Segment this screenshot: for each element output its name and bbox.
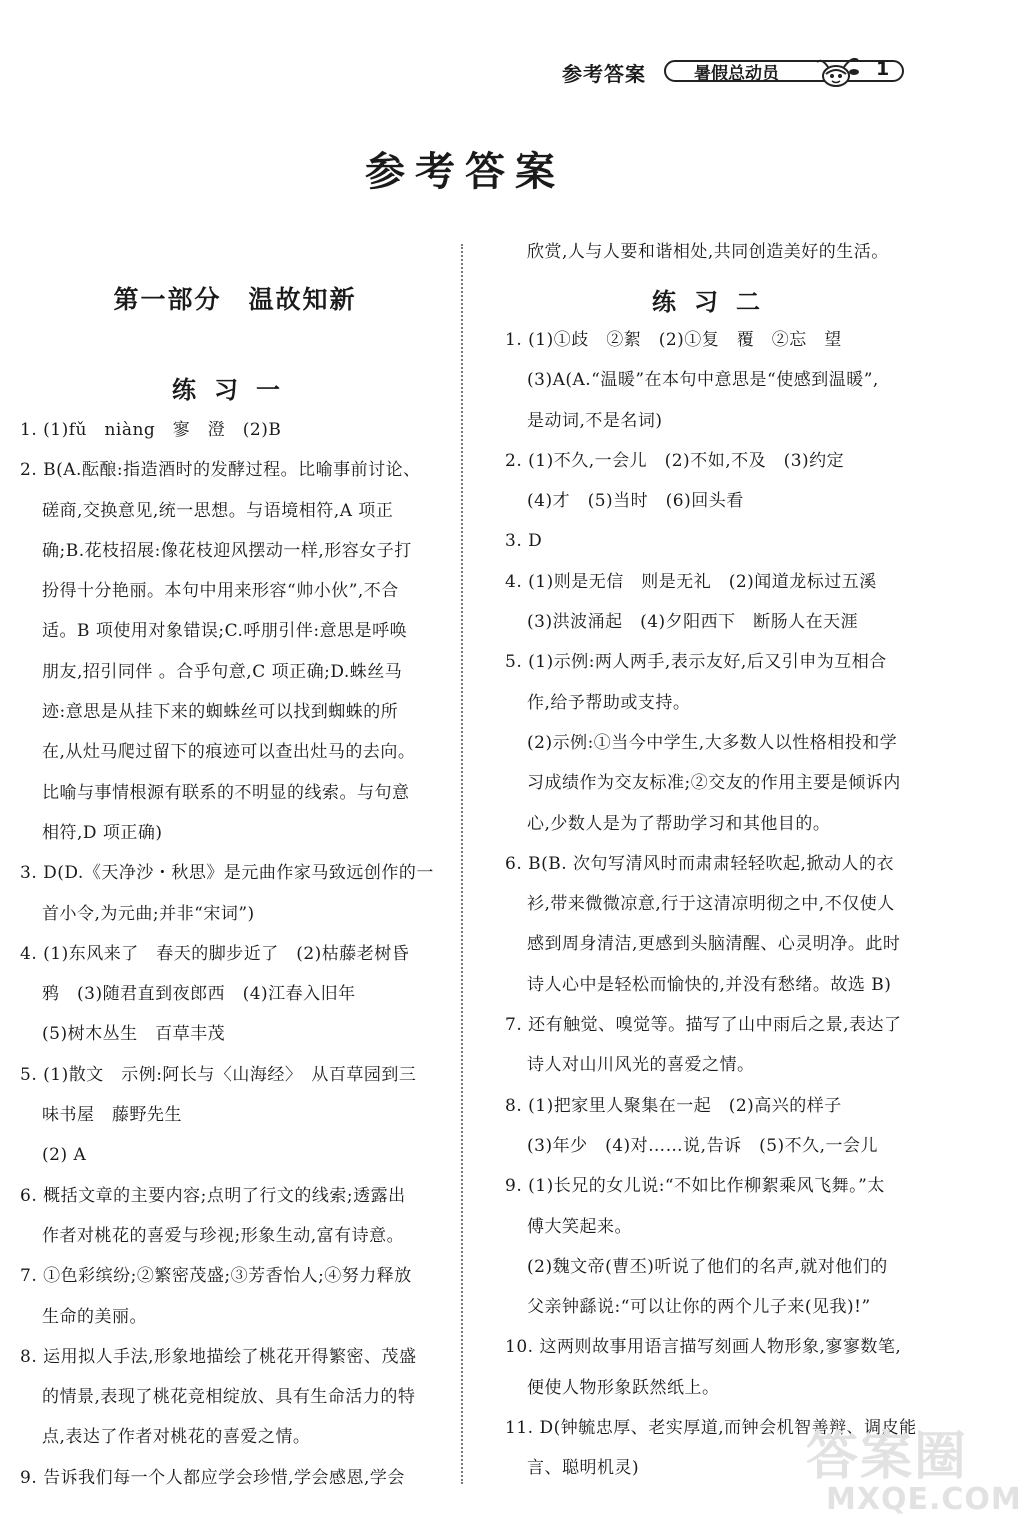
answer-line: 7. 还有触觉、嗅觉等。描写了山中雨后之景,表达了: [505, 1015, 902, 1036]
exercise-2-answers: [505, 320, 925, 1489]
answer-line: 9. (1)长兄的女儿说:“不如比作柳絮乘风飞舞。”太: [505, 1176, 885, 1197]
exercise-2-title: 练习二: [652, 288, 778, 316]
answer-line: 适。B 项使用对象错误;C.呼朋引伴:意思是呼唤: [42, 621, 408, 642]
answer-line: 确;B.花枝招展:像花枝迎风摆动一样,形容女子打: [42, 540, 412, 561]
answer-line: 3. D(D.《天净沙・秋思》是元曲作家马致远创作的一: [20, 863, 434, 884]
page-title: 参考答案: [365, 149, 565, 195]
answer-line: 父亲钟繇说:“可以让你的两个儿子来(见我)!”: [527, 1297, 871, 1318]
answer-line: 鸦 (3)随君直到夜郎西 (4)江春入旧年: [42, 984, 356, 1005]
answer-line: 迹:意思是从挂下来的蜘蛛丝可以找到蜘蛛的所: [42, 702, 399, 723]
cartoon-bee-icon: [814, 52, 860, 90]
answer-line: 的情景,表现了桃花竞相绽放、具有生命活力的特: [42, 1387, 416, 1408]
answer-line: 相符,D 项正确): [42, 822, 163, 843]
answer-line: 比喻与事情根源有联系的不明显的线索。与句意: [42, 782, 410, 803]
answer-line: (2)示例:①当今中学生,大多数人以性格相投和学: [527, 732, 898, 753]
continuation-block: [505, 232, 925, 272]
answer-line: (3)洪波涌起 (4)夕阳西下 断肠人在天涯: [527, 612, 859, 633]
answer-line: 衫,带来微微凉意,行于这清凉明彻之中,不仅使人: [527, 894, 895, 915]
answer-line: 9. 告诉我们每一个人都应学会珍惜,学会感恩,学会: [20, 1467, 405, 1488]
answer-line: 2. (1)不久,一会儿 (2)不如,不及 (3)约定: [505, 450, 845, 471]
watermark-text: 答案圈: [806, 1427, 969, 1487]
book-title: 暑假总动员: [694, 64, 779, 84]
answer-line: (3)A(A.“温暖”在本句中意思是“使感到温暖”,: [527, 370, 879, 391]
answer-line: (5)树木丛生 百草丰茂: [42, 1024, 226, 1045]
answer-line: 言、聪明机灵): [527, 1458, 640, 1479]
answer-line: 7. ①色彩缤纷;②繁密茂盛;③芳香怡人;④努力释放: [20, 1266, 412, 1287]
continuation-line: 欣赏,人与人要和谐相处,共同创造美好的生活。: [527, 242, 889, 262]
answer-line: 3. D: [505, 531, 543, 552]
header-label: 参考答案: [562, 62, 646, 86]
answer-line: 在,从灶马爬过留下的痕迹可以查出灶马的去向。: [42, 742, 416, 763]
answer-line: 10. 这两则故事用语言描写刻画人物形象,寥寥数笔,: [505, 1337, 902, 1358]
answer-line: 4. (1)东风来了 春天的脚步近了 (2)枯藤老树昏: [20, 943, 410, 964]
answer-line: 5. (1)示例:两人两手,表示友好,后又引申为互相合: [505, 652, 887, 673]
page-number: 1: [876, 58, 890, 80]
answer-line: (4)才 (5)当时 (6)回头看: [527, 491, 744, 512]
answer-line: 诗人心中是轻松而愉快的,并没有愁绪。故选 B): [527, 974, 892, 995]
column-divider: [461, 244, 463, 1484]
watermark-url: MXQE.COM: [826, 1482, 1022, 1517]
answer-line: 习成绩作为交友标准;②交友的作用主要是倾诉内: [527, 773, 901, 794]
answer-line: 磋商,交换意见,统一思想。与语境相符,A 项正: [42, 500, 394, 521]
answer-line: 1. (1)fǔ niàng 寥 澄 (2)B: [20, 420, 282, 440]
watermark-logo: [786, 1414, 1022, 1534]
answer-line: 诗人对山川风光的喜爱之情。: [527, 1055, 755, 1076]
answer-line: (2) A: [42, 1145, 87, 1166]
answer-line: 是动词,不是名词): [527, 410, 663, 431]
answer-line: 11. D(钟毓忠厚、老实厚道,而钟会机智善辩、调皮能: [505, 1418, 917, 1439]
answer-line: 8. (1)把家里人聚集在一起 (2)高兴的样子: [505, 1095, 842, 1116]
answer-line: (3)年少 (4)对……说,告诉 (5)不久,一会儿: [527, 1135, 879, 1156]
answer-line: 点,表达了作者对桃花的喜爱之情。: [42, 1427, 311, 1448]
answer-line: 1. (1)①歧 ②絮 (2)①复 覆 ②忘 望: [505, 330, 842, 350]
answer-line: 便使人物形象跃然纸上。: [527, 1377, 720, 1398]
answer-line: 扮得十分艳丽。本句中用来形容“帅小伙”,不合: [42, 581, 399, 602]
answer-line: 6. B(B. 次句写清风时而肃肃轻轻吹起,掀动人的衣: [505, 853, 894, 874]
exercise-1-title: 练习一: [172, 376, 298, 404]
answer-line: (2)魏文帝(曹丕)听说了他们的名声,就对他们的: [527, 1256, 888, 1277]
answer-line: 8. 运用拟人手法,形象地描绘了桃花开得繁密、茂盛: [20, 1346, 417, 1367]
answer-line: 4. (1)则是无信 则是无礼 (2)闻道龙标过五溪: [505, 571, 877, 592]
answer-line: 感到周身清洁,更感到头脑清醒、心灵明净。此时: [527, 934, 901, 955]
part-title: 第一部分 温故知新: [113, 285, 357, 314]
answer-line: 首小令,为元曲;并非“宋词”): [42, 903, 255, 924]
answer-line: 朋友,招引同伴 。合乎句意,C 项正确;D.蛛丝马: [42, 661, 403, 682]
exercise-1-answers: [20, 410, 450, 1498]
answer-line: 傅大笑起来。: [527, 1216, 632, 1237]
answer-line: 味书屋 藤野先生: [42, 1105, 182, 1126]
answer-line: 作,给予帮助或支持。: [527, 692, 691, 713]
answer-line: 作者对桃花的喜爱与珍视;形象生动,富有诗意。: [42, 1225, 405, 1246]
answer-line: 2. B(A.酝酿:指造酒时的发酵过程。比喻事前讨论、: [20, 460, 421, 481]
answer-line: 5. (1)散文 示例:阿长与〈山海经〉 从百草园到三: [20, 1064, 417, 1085]
answer-line: 6. 概括文章的主要内容;点明了行文的线索;透露出: [20, 1185, 406, 1206]
answer-line: 生命的美丽。: [42, 1306, 147, 1327]
answer-line: 心,少数人是为了帮助学习和其他目的。: [527, 813, 831, 834]
